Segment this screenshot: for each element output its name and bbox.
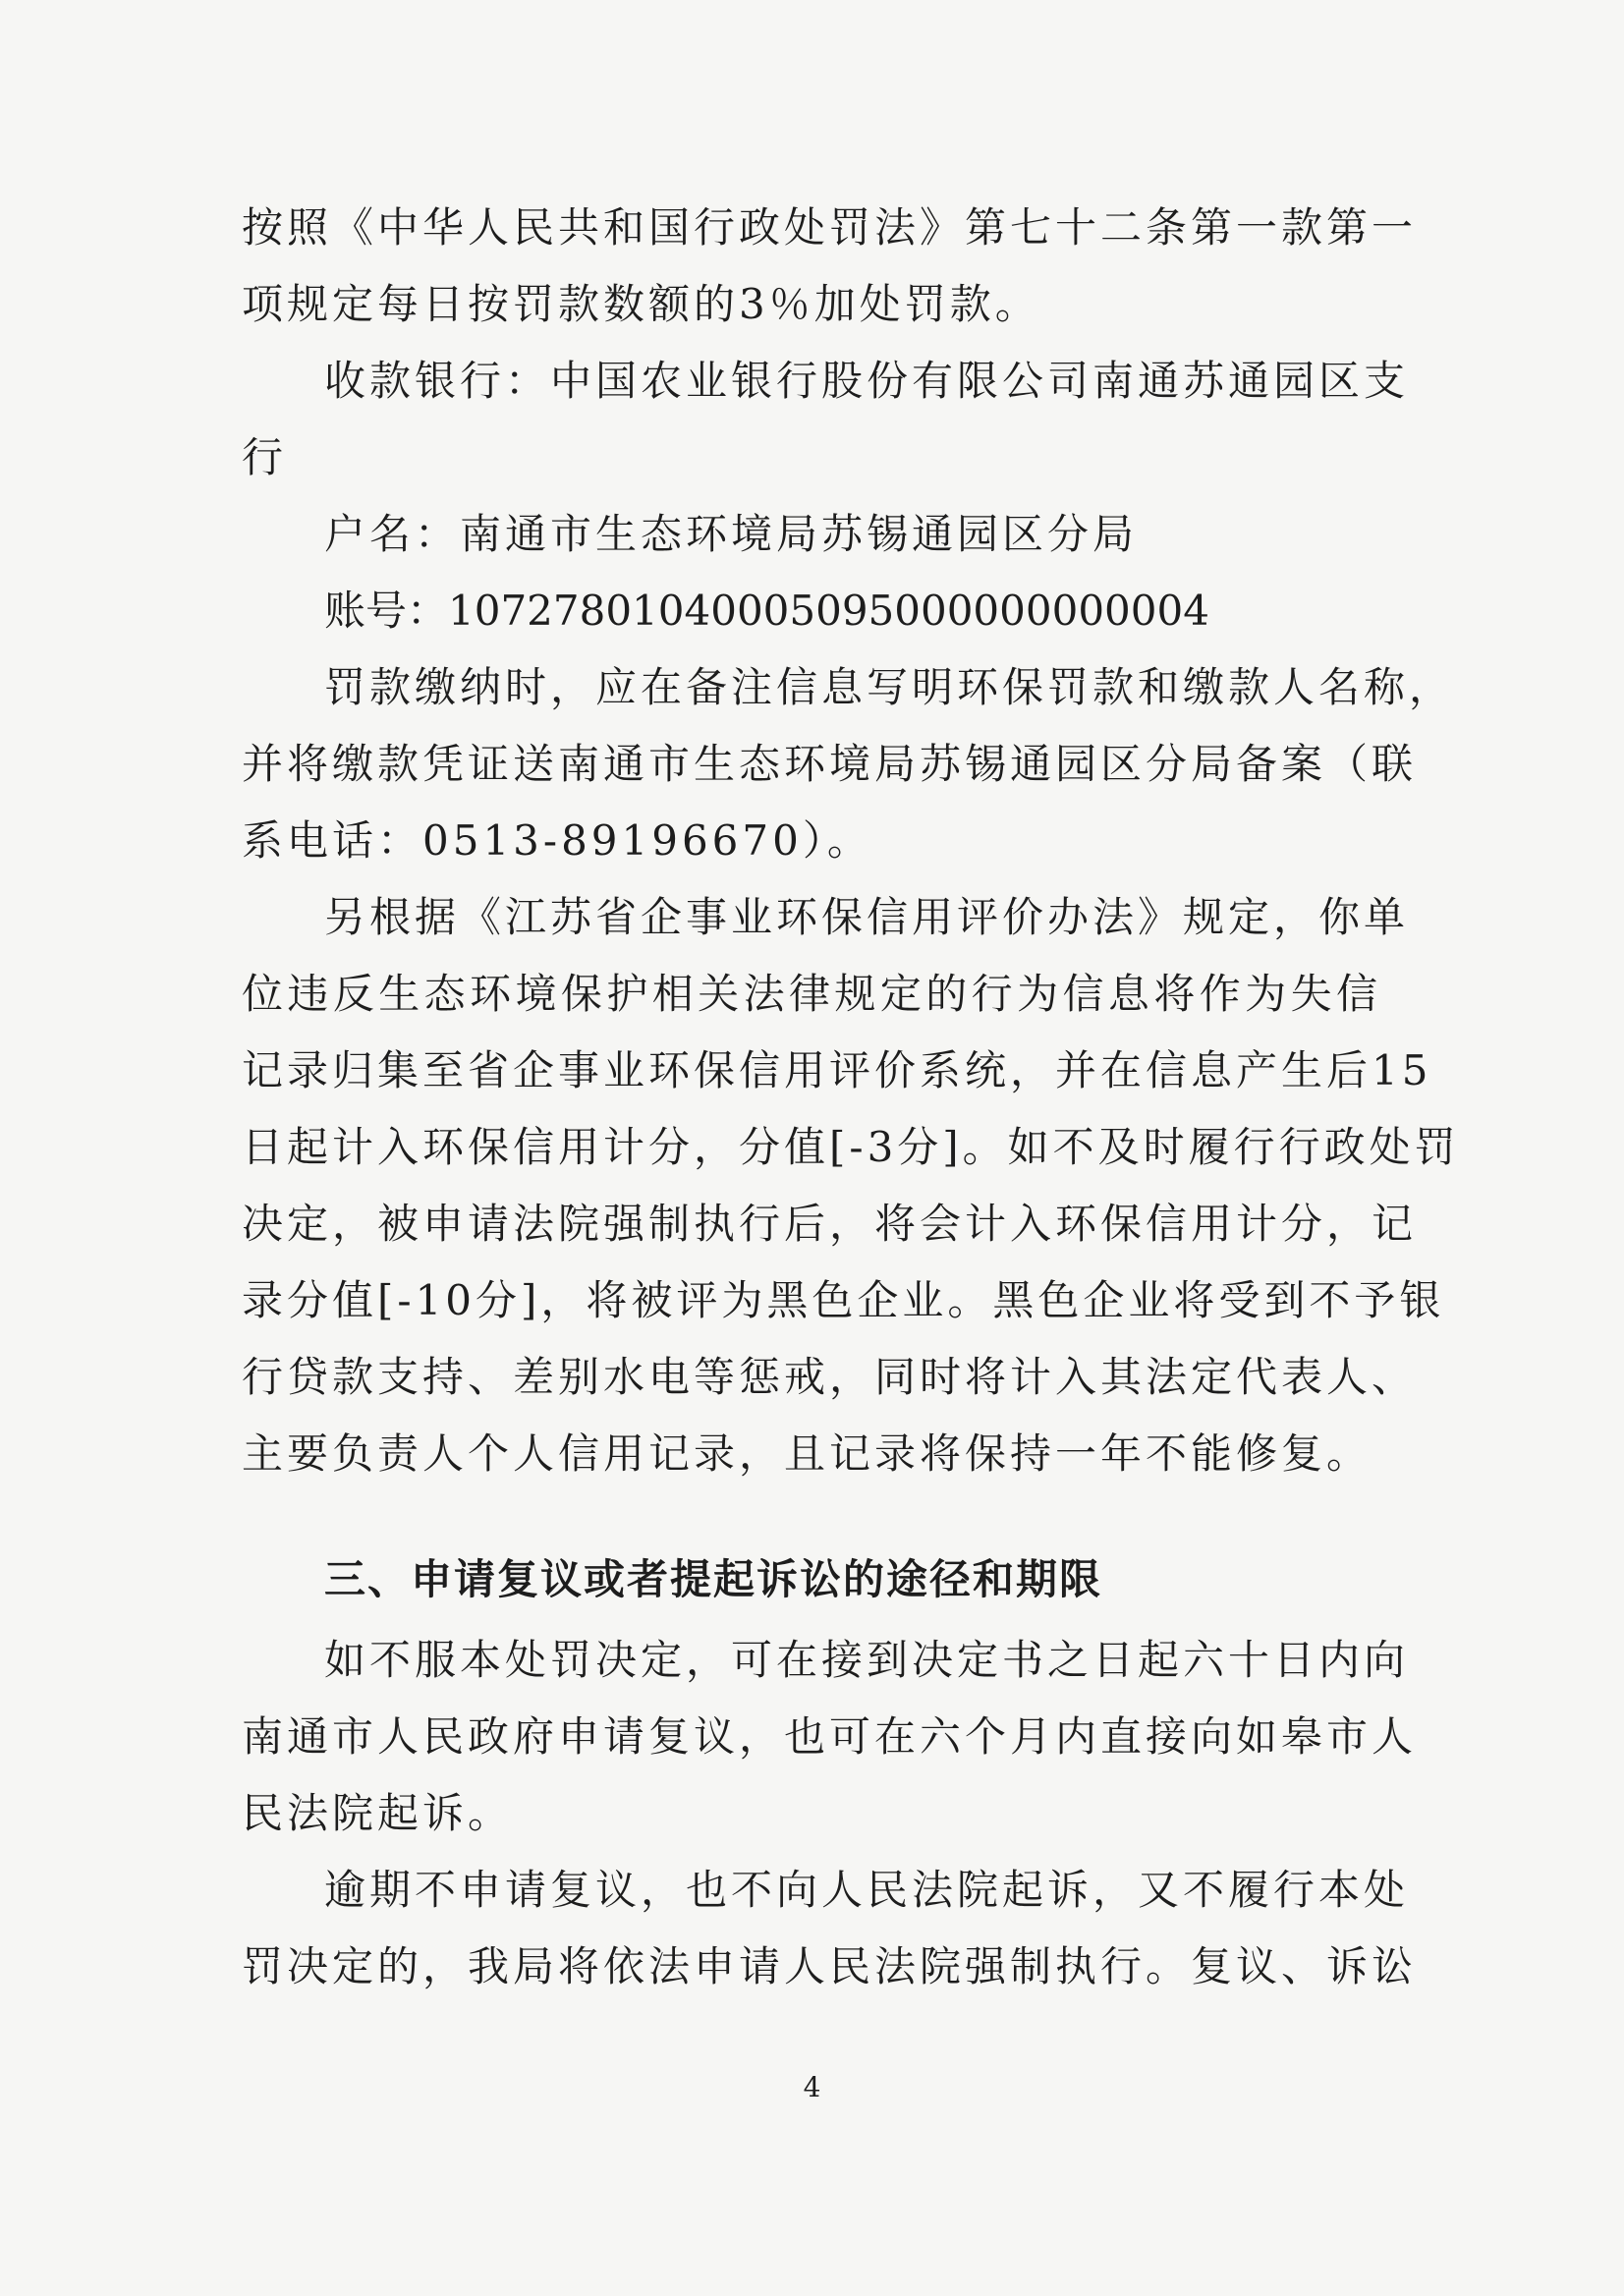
text-line: 系电话：0513-89196670）。 [242,816,872,865]
text-line: 按照《中华人民共和国行政处罚法》第七十二条第一款第一 [242,203,1418,252]
text-line: 项规定每日按罚款数额的3％加处罚款。 [242,280,1040,328]
text-line: 决定，被申请法院强制执行后，将会计入环保信用计分，记 [242,1200,1418,1248]
text-line: 如不服本处罚决定，可在接到决定书之日起六十日内向 [324,1636,1410,1684]
text-line: 行 [242,433,288,481]
text-line: 罚款缴纳时，应在备注信息写明环保罚款和缴款人名称， [324,663,1455,711]
text-line: 录分值[-10分]，将被评为黑色企业。黑色企业将受到不予银 [242,1276,1445,1324]
text-line: 主要负责人个人信用记录，且记录将保持一年不能修复。 [242,1429,1372,1478]
text-line: 南通市人民政府申请复议，也可在六个月内直接向如皋市人 [242,1712,1418,1761]
text-line: 记录归集至省企事业环保信用评价系统，并在信息产生后15 [242,1046,1432,1094]
text-line: 账号：10727801040005095000000000004 [324,587,1209,635]
section-heading: 三、申请复议或者提起诉讼的途径和期限 [324,1555,1103,1603]
text-line: 民法院起诉。 [242,1789,514,1837]
text-line: 另根据《江苏省企事业环保信用评价办法》规定，你单 [324,893,1410,941]
text-line: 逾期不申请复议，也不向人民法院起诉，又不履行本处 [324,1866,1410,1914]
text-line: 收款银行：中国农业银行股份有限公司南通苏通园区支 [324,357,1410,405]
text-line: 位违反生态环境保护相关法律规定的行为信息将作为失信 [242,970,1381,1018]
text-line: 罚决定的，我局将依法申请人民法院强制执行。复议、诉讼 [242,1942,1418,1990]
text-line: 日起计入环保信用计分，分值[-3分]。如不及时履行行政处罚 [242,1123,1460,1171]
text-line: 并将缴款凭证送南通市生态环境局苏锡通园区分局备案（联 [242,740,1418,788]
page-number: 4 [803,2071,821,2103]
text-line: 行贷款支持、差别水电等惩戒，同时将计入其法定代表人、 [242,1353,1418,1401]
text-line: 户名：南通市生态环境局苏锡通园区分局 [324,510,1139,558]
